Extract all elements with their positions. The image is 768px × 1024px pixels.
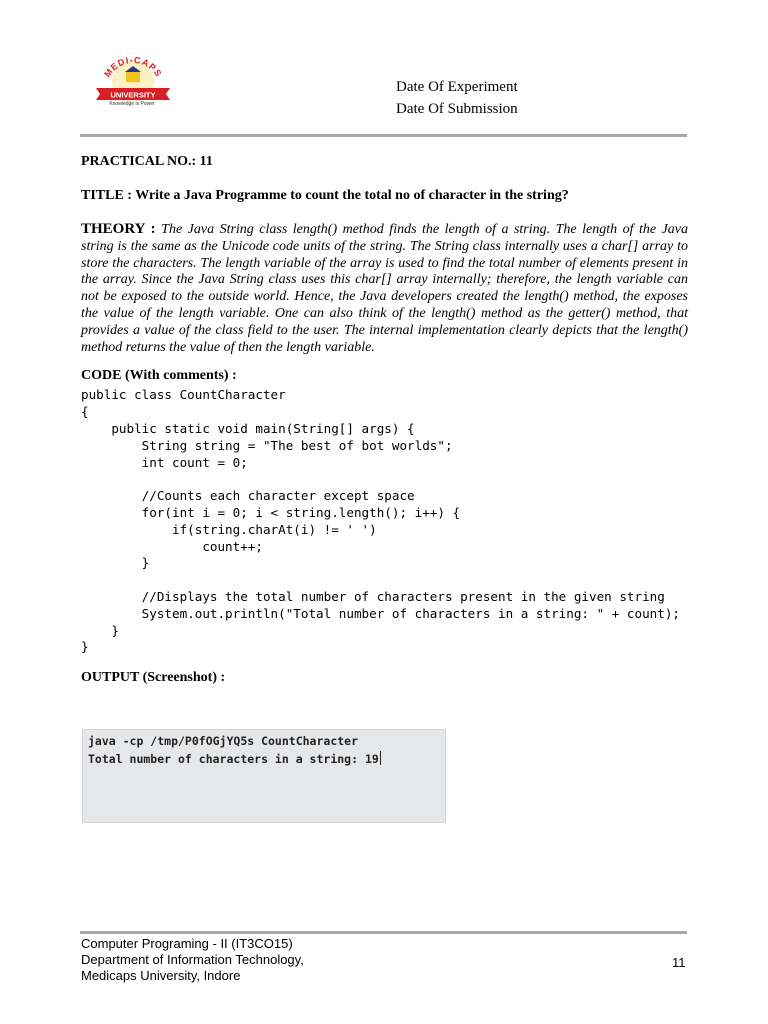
text-cursor (380, 751, 381, 765)
theory-paragraph (81, 221, 688, 356)
footer-divider (80, 931, 687, 934)
code-label: CODE (With comments) : (81, 368, 237, 384)
page-number: 11 (672, 955, 686, 970)
console-result-line: Total number of characters in a string: 19 (88, 752, 379, 766)
footer-university: Medicaps University, Indore (81, 968, 241, 983)
logo-banner-text: UNIVERSITY (110, 90, 156, 100)
date-block (396, 76, 518, 120)
output-screenshot (82, 729, 446, 823)
logo-tagline: Knowledge is Power (109, 101, 155, 107)
footer-department: Department of Information Technology, (81, 952, 304, 967)
console-command-line: java -cp /tmp/P0fOGjYQ5s CountCharacter (88, 734, 359, 748)
date-of-submission: Date Of Submission (396, 101, 518, 117)
practical-title: TITLE : Write a Java Programme to count the total no of character in the string? (81, 188, 569, 203)
code-listing: public class CountCharacter { public static void main(String[] args) { String string = "The best of bot worlds"; int count = 0; //Counts each character except space for(int i = 0; i < string.length(); i++) { if(string.charAt(i) != ' ') count++; } //Displays the total number of characters present in the given string System.out.println("Total number of characters in a string: " + count); } } (81, 387, 680, 655)
header-divider (80, 134, 687, 137)
theory-label: THEORY : (81, 221, 156, 237)
date-of-experiment: Date Of Experiment (396, 79, 518, 95)
theory-text: The Java String class length() method finds the length of a string. The length of the Java string is the same as the Unicode code units of the string. The String class internally uses a char[] array to store the characters. The length variable of the array is used to find the total number of elements present in the array. Since the Java String class uses this char[] array internally; therefore, the length variable can not be exposed to the outside world. Hence, the Java developers created the length() method, the exposes the value of the length variable. One can also think of the length() method as the getter() method, that provides a value of the class field to the user. The internal implementation clearly depicts that the length() method returns the value of then the length variable. (81, 222, 689, 355)
logo-arc-text: MEDI-CAPS (102, 54, 164, 79)
footer (81, 936, 304, 984)
practical-content (81, 153, 688, 686)
footer-course: Computer Programing - II (IT3CO15) (81, 936, 293, 951)
practical-number: PRACTICAL NO.: 11 (81, 154, 213, 169)
output-label: OUTPUT (Screenshot) : (81, 670, 226, 686)
